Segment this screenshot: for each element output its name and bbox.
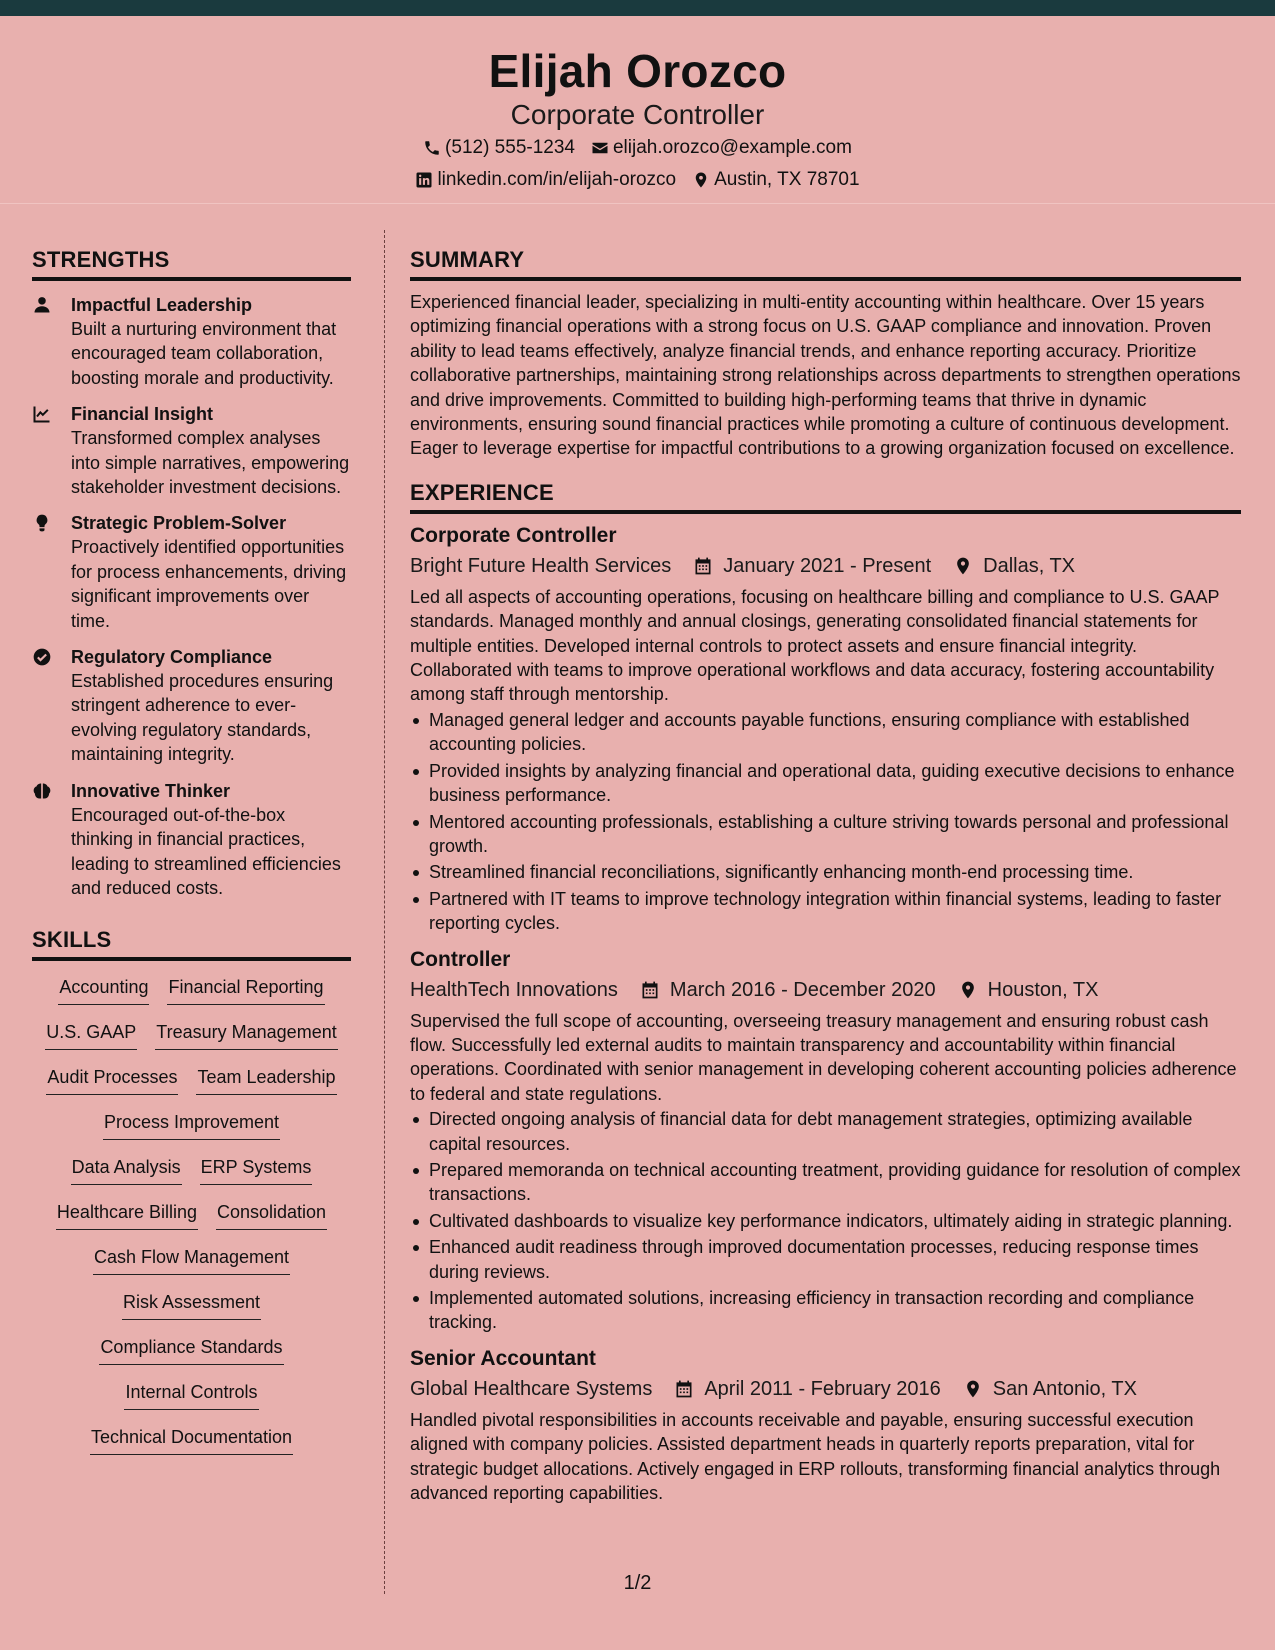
strength-desc: Encouraged out-of-the-box thinking in financial practices, leading to streamlined efficiencies and reduced costs. [71,804,341,898]
job-bullets [410,1107,1241,1335]
candidate-name: Elijah Orozco [488,45,787,97]
company-name: Bright Future Health Services [410,554,672,577]
contact-row-1 [0,132,1275,164]
summary-text: Experienced financial leader, specializing in multi-entity accounting within healthcare. Over 15 years optimizing financial operations with a strong focus on U.S. GAAP compliance and innovation. Proven ability to lead teams effectively, analyze financial trends, and enhance reporting accuracy. Prioritize collaborative partnerships, maintaining strong relationships across departments to strengthen operations and drive improvements. Committed to building high-performing teams that thrive in dynamic environments, ensuring sound financial practices while promoting a culture of continuous development. Eager to leverage expertise for impactful contributions to a growing organization focused on excellence. [410,292,1241,459]
resume-header [0,16,1275,204]
map-marker-icon [963,1379,983,1399]
map-marker-icon [958,980,978,1000]
top-accent-bar [0,0,1275,16]
email-text: elijah.orozco@example.com [612,137,852,158]
skill-tag: Data Analysis [71,1155,182,1185]
job-meta [410,551,1241,581]
skill-tag: Financial Reporting [167,975,324,1005]
bullet-item: Prepared memoranda on technical accounting treatment, providing guidance for resolution of complex transactions. [410,1158,1241,1207]
bullet-item: Provided insights by analyzing financial and operational data, guiding executive decisions to enhance business performance. [410,759,1241,808]
job-location: Dallas, TX [983,554,1076,577]
skill-tag: U.S. GAAP [45,1020,137,1050]
job-dates: April 2011 - February 2016 [704,1377,941,1400]
strength-title: Innovative Thinker [71,780,231,801]
skill-tag: Treasury Management [155,1020,337,1050]
job-entry [410,946,1241,1335]
calendar-icon [640,980,660,1000]
job-dates: March 2016 - December 2020 [669,978,936,1001]
strength-title: Strategic Problem-Solver [71,513,287,534]
job-meta [410,1374,1241,1404]
strengths-heading: STRENGTHS [32,246,351,281]
bullet-item: Directed ongoing analysis of financial data for debt management strategies, optimizing available capital resources. [410,1107,1241,1156]
job-title: Senior Accountant [410,1346,596,1370]
skill-tag: ERP Systems [200,1155,313,1185]
job-meta [410,975,1241,1005]
strength-item [32,779,351,901]
bullet-item: Enhanced audit readiness through improved documentation processes, reducing response times during reviews. [410,1235,1241,1284]
strength-item [32,511,351,633]
experience-heading: EXPERIENCE [410,479,1241,514]
bullet-item: Cultivated dashboards to visualize key performance indicators, ultimately aiding in strategic planning. [410,1209,1241,1233]
strength-title: Impactful Leadership [71,295,253,315]
skill-tag: Compliance Standards [99,1335,283,1365]
skill-tag: Technical Documentation [90,1425,293,1455]
linkedin-contact[interactable] [415,164,676,196]
skill-tag: Consolidation [216,1200,327,1230]
envelope-icon [591,139,609,157]
calendar-icon [674,1379,694,1399]
skills-list [32,975,351,1470]
job-description: Led all aspects of accounting operations, focusing on healthcare billing and compliance to U.S. GAAP standards. Managed monthly and annual closings, generating consolidated financial statements for multiple entities. Developed internal controls to protect assets and ensure financial integrity. Collaborated with teams to improve operational workflows and data accuracy, fostering accountability among staff through mentorship. [410,586,1220,705]
contact-row-2 [0,164,1275,196]
strength-item [32,645,351,767]
location-text: Austin, TX 78701 [714,169,860,190]
map-marker-icon [953,556,973,576]
bullet-item: Partnered with IT teams to improve technology integration within financial systems, leading to faster reporting cycles. [410,887,1241,936]
job-description: Handled pivotal responsibilities in accounts receivable and payable, ensuring successful execution aligned with company policies. Assisted department heads in quarterly reports preparation, vital for strategic budget allocations. Actively engaged in ERP rollouts, transforming financial analytics through advanced reporting capabilities. [410,1409,1221,1504]
bullet-item: Mentored accounting professionals, establishing a culture striving towards personal and professional growth. [410,810,1241,859]
job-title: Corporate Controller [410,523,617,547]
strength-item [32,293,351,390]
skill-tag: Team Leadership [196,1065,336,1095]
user-icon [32,293,71,390]
check-circle-icon [32,645,71,767]
job-description: Supervised the full scope of accounting, overseeing treasury management and ensuring robust cash flow. Successfully led external audits to maintain transparency and accountability within financial operations. Coordinated with senior management in developing coherent accounting policies adherence to federal and state regulations. [410,1010,1237,1104]
strength-desc: Established procedures ensuring stringent adherence to ever-evolving regulatory standards, maintaining integrity. [71,671,334,765]
phone-contact[interactable] [423,132,575,164]
skill-tag: Internal Controls [124,1380,258,1410]
skill-tag: Risk Assessment [122,1290,261,1320]
skills-heading: SKILLS [32,926,351,961]
chart-line-icon [32,402,71,499]
linkedin-text: linkedin.com/in/elijah-orozco [437,169,677,190]
bullet-item: Streamlined financial reconciliations, significantly enhancing month-end processing time. [410,860,1241,884]
linkedin-icon [415,171,433,189]
column-divider [384,230,385,1594]
skill-tag: Process Improvement [103,1110,280,1140]
job-dates: January 2021 - Present [723,554,932,577]
job-entry [410,1345,1241,1506]
map-marker-icon [692,171,710,189]
page-number: 1/2 [623,1572,652,1594]
bullet-item: Managed general ledger and accounts payable functions, ensuring compliance with established accounting policies. [410,708,1241,757]
bullet-item: Implemented automated solutions, increasing efficiency in transaction recording and compliance tracking. [410,1286,1241,1335]
skill-tag: Accounting [58,975,149,1005]
strength-desc: Transformed complex analyses into simple narratives, empowering stakeholder investment decisions. [71,428,350,498]
skill-tag: Healthcare Billing [56,1200,198,1230]
strength-desc: Built a nurturing environment that encouraged team collaboration, boosting morale and productivity. [71,319,337,388]
job-location: San Antonio, TX [992,1377,1137,1400]
calendar-icon [693,556,713,576]
strength-item [32,402,351,499]
candidate-role: Corporate Controller [510,99,765,130]
job-entry [410,522,1241,936]
email-contact[interactable] [591,132,852,164]
phone-icon [423,139,441,157]
company-name: HealthTech Innovations [410,978,618,1001]
right-column [410,246,1241,1505]
job-location: Houston, TX [987,978,1099,1001]
strength-desc: Proactively identified opportunities for process enhancements, driving significant improvements over time. [71,537,347,631]
strength-title: Regulatory Compliance [71,647,273,668]
lightbulb-icon [32,511,71,633]
brain-icon [32,779,71,901]
phone-text: (512) 555-1234 [445,137,575,158]
company-name: Global Healthcare Systems [410,1377,653,1400]
summary-heading: SUMMARY [410,246,1241,281]
job-title: Controller [410,947,511,971]
skill-tag: Audit Processes [46,1065,178,1095]
strength-title: Financial Insight [71,404,214,425]
left-column [32,246,351,1470]
location-contact [692,164,859,196]
skill-tag: Cash Flow Management [93,1245,290,1275]
job-bullets [410,708,1241,936]
